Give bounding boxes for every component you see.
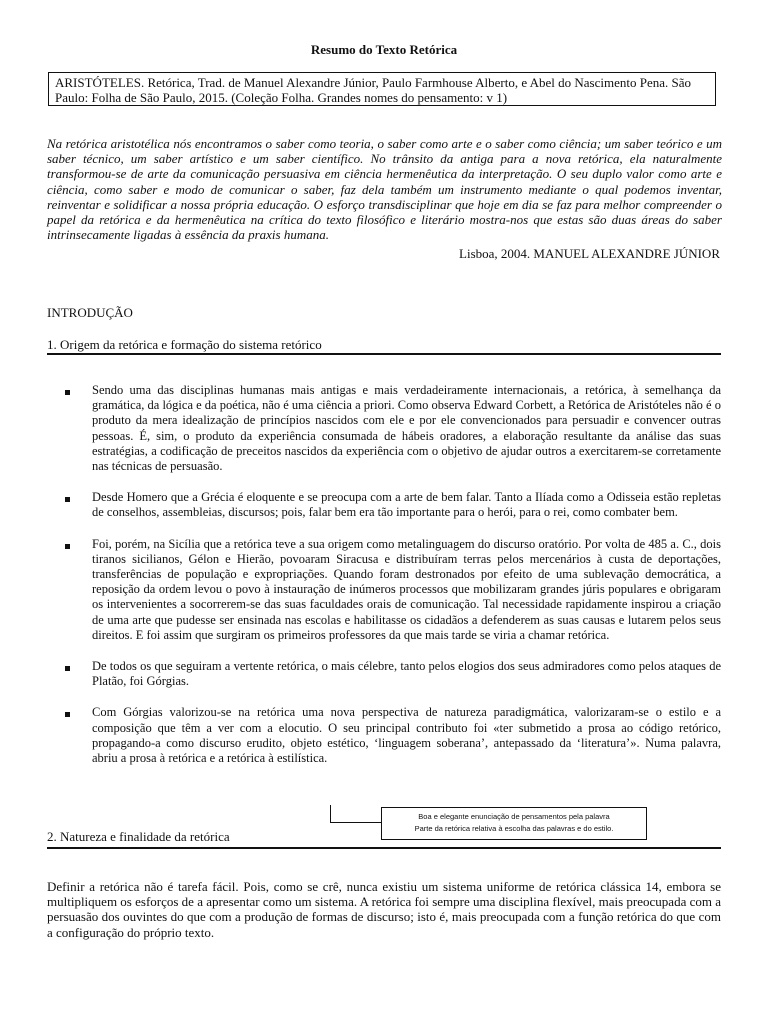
- bibliographic-reference: ARISTÓTELES. Retórica, Trad. de Manuel Alexandre Júnior, Paulo Farmhouse Alberto, e Abel do Nascimento Pena. São Paulo: Folha de São Paulo, 2015. (Coleção Folha. Grandes nomes do pensamento: v 1): [55, 75, 692, 105]
- bullet-square-icon: [65, 390, 70, 395]
- epigraph-quote: Na retórica aristotélica nós encontramos o saber como teoria, o saber como arte e o saber como ciência; um saber teórico e um saber técnico, um saber artístico e um saber científico. No trânsito da antiga para a nova retórica, ela naturalmente transformou-se de arte da comunicação persuasiva em ciência hermenêutica da interpretação. O seu duplo valor como arte e ciência, como saber e modo de comunicar o saber, faz dela também um instrumento mediante o qual podemos inventar, reinventar e solidificar a nossa própria educação. O esforço transdisciplinar que hoje em dia se faz para melhor compreender o papel da retórica e da hermenêutica na crítica do texto filosófico e literário mostra-nos que estas são duas áreas do saber intrinsecamente ligadas à essência da praxis humana.: [47, 136, 722, 243]
- section2-heading: 2. Natureza e finalidade da retórica: [47, 829, 230, 844]
- bibliographic-reference-box: [48, 72, 716, 106]
- callout-connector: [330, 805, 383, 823]
- list-item: [65, 490, 721, 520]
- bullet-square-icon: [65, 497, 70, 502]
- list-item: [65, 383, 721, 474]
- callout-line-1: Boa e elegante enunciação de pensamentos pela palavra: [418, 812, 610, 821]
- list-item: [65, 659, 721, 689]
- callout-line-2: Parte da retórica relativa à escolha das palavras e do estilo.: [414, 824, 614, 833]
- bullet-square-icon: [65, 666, 70, 671]
- section1-heading: 1. Origem da retórica e formação do sistema retórico: [47, 337, 322, 352]
- list-item: [65, 537, 721, 643]
- list-item-text: De todos os que seguiram a vertente retórica, o mais célebre, tanto pelos elogios dos seus admiradores como pelos ataques de Platão, foi Górgias.: [92, 659, 721, 689]
- list-item-text: Desde Homero que a Grécia é eloquente e se preocupa com a arte de bem falar. Tanto a Ilíada como a Odisseia estão repletas de conselhos, assembleias, discursos; pois, falar bem era tão importante para o herói, para o rei, como combater bem.: [92, 490, 721, 520]
- list-item: [65, 705, 721, 766]
- introduction-heading: INTRODUÇÃO: [47, 305, 133, 320]
- section2-divider: [47, 847, 721, 849]
- epigraph-signature: Lisboa, 2004. MANUEL ALEXANDRE JÚNIOR: [459, 246, 720, 261]
- list-item-text: Com Górgias valorizou-se na retórica uma nova perspectiva de natureza paradigmática, valorizaram-se o estilo e a composição que têm a ver com a elocutio. O seu principal contributo foi «ter submetido a prosa ao código retórico, propagando-a como discurso erudito, objeto estético, ‘linguagem soberana’, antepassado da ‘literatura’». Numa palavra, abriu a prosa à retórica e a retórica à estilística.: [92, 705, 721, 766]
- list-item-text: Sendo uma das disciplinas humanas mais antigas e mais verdadeiramente internacionais, a retórica, à semelhança da gramática, da lógica e da poética, não é uma ciência a priori. Como observa Edward Corbett, a Retórica de Aristóteles não é o produto da mera idealização de princípios nascidos com ele e por ele convencionados para persuadir e convencer outras pessoas. É, sim, o produto da experiência consumada de hábeis oradores, a elaboração resultante da análise das suas estratégias, a codificação de preceitos nascidos da experiência com o objetivo de ajudar outros a exercitarem-se corretamente nas técnicas de persuasão.: [92, 383, 721, 474]
- section1-divider: [47, 353, 721, 355]
- bullet-square-icon: [65, 712, 70, 717]
- bullet-square-icon: [65, 544, 70, 549]
- list-item-text: Foi, porém, na Sicília que a retórica teve a sua origem como metalinguagem do discurso oratório. Por volta de 485 a. C., dois tiranos sicilianos, Gélon e Hierão, povoaram Siracusa e distribuíram terras pelos mercenários à custa de deportações, transferências de população e expropriações. Quando foram destronados por efeito de uma sublevação democrática, a reposição da ordem levou o povo à instauração de inúmeros processos que mobilizaram grandes júris populares e obrigaram os intervenientes a socorrerem-se das suas faculdades orais de comunicação. Tal necessidade rapidamente inspirou a criação de uma arte que pudesse ser ensinada nas escolas e habilitasse os cidadãos a defenderem as suas causas e lutarem pelos seus direitos. E foi assim que surgiram os primeiros professores da que mais tarde se viria a chamar retórica.: [92, 536, 721, 642]
- document-title: Resumo do Texto Retórica: [310, 42, 458, 57]
- section1-bullet-list: [65, 383, 721, 782]
- section2-paragraph: Definir a retórica não é tarefa fácil. Pois, como se crê, nunca existiu um sistema uniforme de retórica clássica 14, embora se multipliquem os esforços de a apresentar como um sistema. A retórica foi sempre uma disciplina flexível, mais preocupada com a persuasão dos ouvintes do que com a produção de formas de discurso; isto é, mais preocupada com a função retórica do que com a configuração do próprio texto.: [47, 879, 721, 940]
- comment-callout[interactable]: [381, 807, 647, 840]
